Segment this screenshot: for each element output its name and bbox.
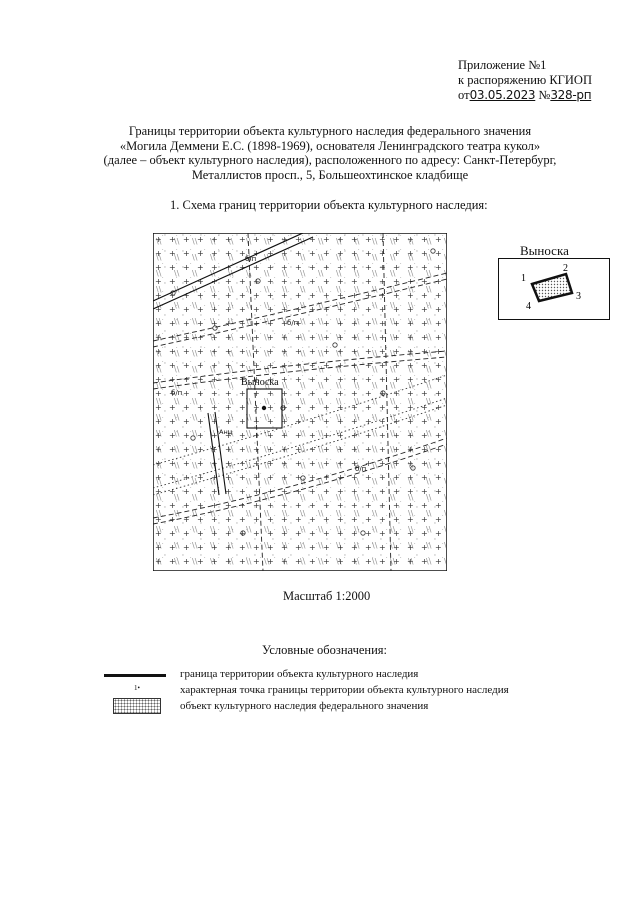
title-line: Металлистов просп., 5, Большеохтинское кладбище — [191, 167, 469, 182]
legend-item-boundary: граница территории объекта культурного наследия — [180, 668, 419, 680]
title-line: (далее – объект культурного наследия), расположенного по адресу: Санкт-Петербург, — [103, 153, 557, 167]
map-scale: Масштаб 1:2000 — [283, 589, 371, 603]
map-label-bp: б/п — [171, 389, 183, 397]
document-title — [70, 124, 590, 182]
appendix-date-row — [458, 88, 633, 103]
order-number: 328-рп — [550, 88, 592, 102]
map-label-bp: б/п — [287, 319, 299, 327]
order-date: 03.05.2023 — [469, 88, 536, 102]
map-callout-label: Выноска — [241, 377, 279, 388]
section-heading: 1. Схема границ территории объекта культурного наследия: — [170, 198, 488, 212]
inset-point-4: 4 — [526, 301, 531, 312]
title-line: Границы территории объекта культурного наследия федерального значения — [128, 124, 532, 138]
date-prefix: от — [458, 88, 470, 102]
heritage-object-symbol — [113, 698, 161, 714]
map-road-label: Анц — [219, 428, 233, 436]
appendix-block — [458, 58, 633, 103]
map-label-bp: б/п — [355, 465, 367, 473]
legend-title: Условные обозначения: — [262, 643, 388, 657]
inset-title: Выноска — [520, 243, 569, 258]
boundary-line-symbol — [104, 674, 166, 677]
boundary-point-symbol: 1• — [134, 684, 140, 692]
inset-point-2: 2 — [563, 263, 568, 274]
legend-item-point: характерная точка границы территории объекта культурного наследия — [180, 684, 509, 696]
inset-point-3: 3 — [576, 291, 581, 302]
boundary-map — [153, 233, 447, 571]
appendix-line-2: к распоряжению КГИОП — [458, 73, 592, 87]
legend-item-heritage: объект культурного наследия федерального значения — [180, 700, 429, 712]
map-label-bp: б/п — [245, 255, 257, 263]
number-prefix: № — [538, 88, 551, 102]
inset-point-1: 1 — [521, 273, 526, 284]
inset-callout — [498, 258, 610, 320]
appendix-line-1: Приложение №1 — [458, 58, 547, 72]
title-line: «Могила Деммени Е.С. (1898-1969), основателя Ленинградского театра кукол» — [119, 138, 541, 153]
